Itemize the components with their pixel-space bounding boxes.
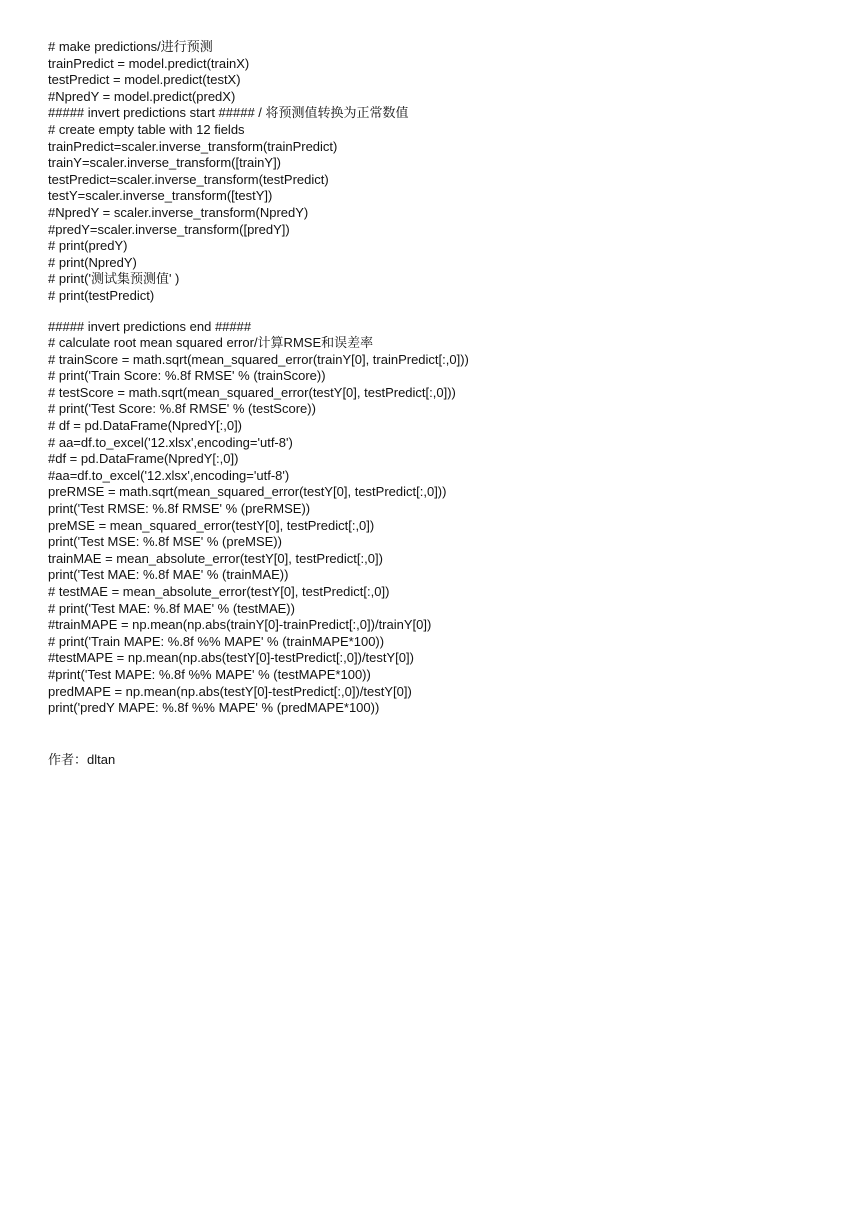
code-line: # print('Test MAE: %.8f MAE' % (testMAE)) [48, 600, 295, 616]
code-line: # print('测试集预测值' ) [48, 271, 180, 287]
code-block-predictions [48, 39, 848, 305]
code-line: predMAPE = np.mean(np.abs(testY[0]-testPredict[:,0])/testY[0]) [48, 683, 412, 699]
code-line: testY=scaler.inverse_transform([testY]) [48, 188, 273, 204]
code-line: # aa=df.to_excel('12.xlsx',encoding='utf-8') [48, 434, 293, 450]
code-line: # create empty table with 12 fields [48, 121, 245, 137]
author-spacer [48, 717, 848, 752]
code-line: testPredict = model.predict(testX) [48, 72, 241, 88]
code-line: # print('Test Score: %.8f RMSE' % (testScore)) [48, 401, 316, 417]
block-spacer [48, 305, 848, 319]
code-line: #df = pd.DataFrame(NpredY[:,0]) [48, 451, 239, 467]
code-line: # make predictions/进行预测 [48, 39, 213, 54]
code-line: # print(NpredY) [48, 254, 137, 270]
code-line: #trainMAPE = np.mean(np.abs(trainY[0]-trainPredict[:,0])/trainY[0]) [48, 617, 432, 633]
code-line: preRMSE = math.sqrt(mean_squared_error(testY[0], testPredict[:,0])) [48, 484, 447, 500]
code-line: #NpredY = model.predict(predX) [48, 88, 236, 104]
code-line: # print('Train Score: %.8f RMSE' % (trainScore)) [48, 368, 326, 384]
code-block-metrics [48, 319, 848, 717]
code-line: print('Test MSE: %.8f MSE' % (preMSE)) [48, 534, 282, 550]
code-line: # print(predY) [48, 238, 128, 254]
code-line: ##### invert predictions end ##### [48, 318, 252, 334]
code-line: preMSE = mean_squared_error(testY[0], testPredict[:,0]) [48, 517, 375, 533]
code-line: # trainScore = math.sqrt(mean_squared_error(trainY[0], trainPredict[:,0])) [48, 351, 469, 367]
code-line: # testMAE = mean_absolute_error(testY[0], testPredict[:,0]) [48, 584, 390, 599]
author-line: 作者：dltan [48, 751, 116, 767]
code-line: #predY=scaler.inverse_transform([predY]) [48, 221, 290, 237]
code-line: # df = pd.DataFrame(NpredY[:,0]) [48, 418, 243, 434]
code-line: # testScore = math.sqrt(mean_squared_error(testY[0], testPredict[:,0])) [48, 384, 456, 400]
code-line: print('Test MAE: %.8f MAE' % (trainMAE)) [48, 567, 289, 583]
code-line: #NpredY = scaler.inverse_transform(NpredY) [48, 204, 309, 220]
document-page [48, 39, 848, 768]
code-line: trainMAE = mean_absolute_error(testY[0], testPredict[:,0]) [48, 550, 383, 566]
code-line: trainPredict=scaler.inverse_transform(trainPredict) [48, 138, 338, 154]
code-line: print('Test RMSE: %.8f RMSE' % (preRMSE)) [48, 501, 311, 517]
code-line: trainPredict = model.predict(trainX) [48, 55, 250, 71]
code-line: # print('Train MAPE: %.8f %% MAPE' % (trainMAPE*100)) [48, 633, 385, 649]
code-line: ##### invert predictions start ##### / 将预测值转换为正常数值 [48, 105, 409, 121]
code-line: # print(testPredict) [48, 287, 155, 303]
code-line: # calculate root mean squared error/计算RMSE和误差率 [48, 335, 374, 351]
code-line: testPredict=scaler.inverse_transform(testPredict) [48, 171, 329, 187]
code-line: #print('Test MAPE: %.8f %% MAPE' % (testMAPE*100)) [48, 666, 371, 682]
code-line: trainY=scaler.inverse_transform([trainY]) [48, 155, 282, 171]
code-line: print('predY MAPE: %.8f %% MAPE' % (predMAPE*100)) [48, 700, 380, 716]
code-line: #aa=df.to_excel('12.xlsx',encoding='utf-8') [48, 467, 290, 483]
code-line: #testMAPE = np.mean(np.abs(testY[0]-testPredict[:,0])/testY[0]) [48, 650, 414, 666]
